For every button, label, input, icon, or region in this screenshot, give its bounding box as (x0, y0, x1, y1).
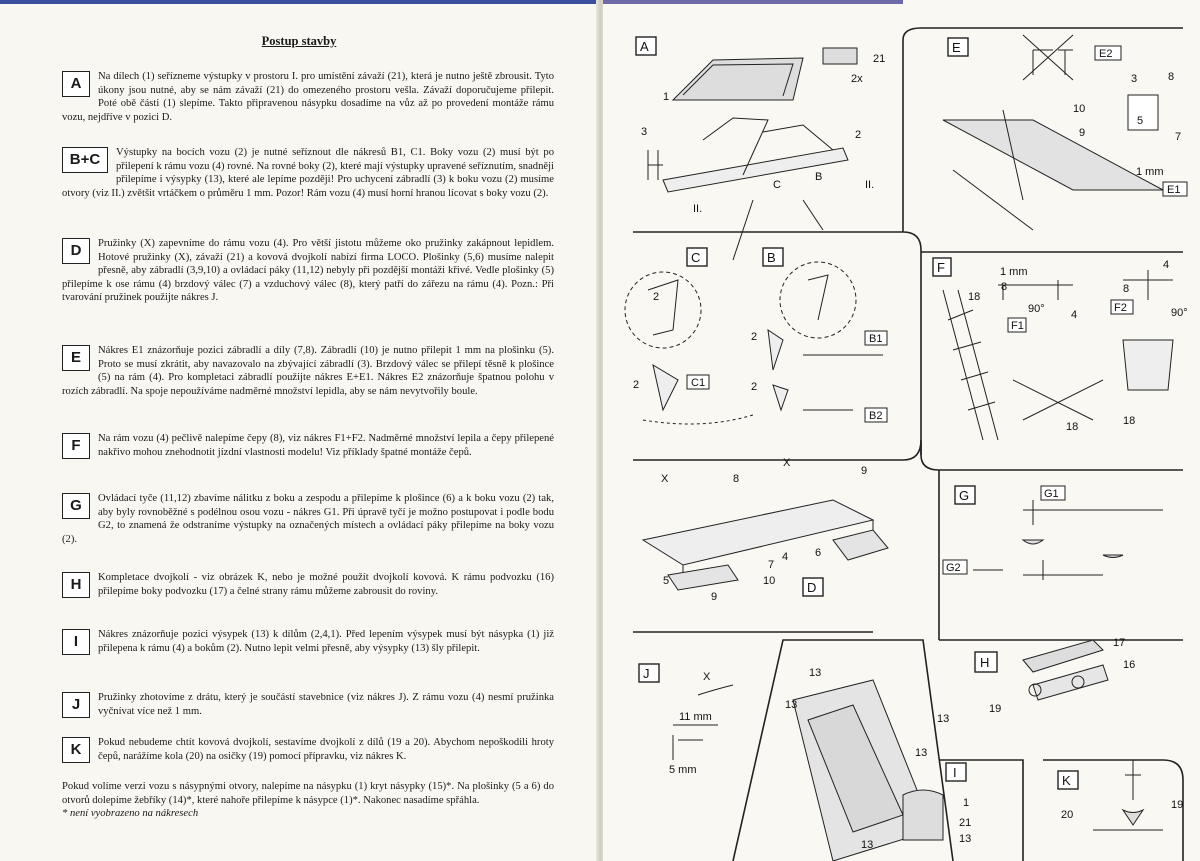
section-label: J (62, 692, 90, 718)
diagram-label: E2 (1099, 48, 1113, 60)
panel-a-drawing (636, 37, 857, 260)
diagram-label: 7 (768, 559, 775, 571)
panel-k-drawing (1058, 760, 1163, 830)
diagram-label: I (953, 765, 957, 780)
diagram-label: 3 (1131, 73, 1138, 85)
diagram-label: 7 (1175, 131, 1182, 143)
section-j (62, 691, 554, 720)
diagram-label: 9 (1079, 127, 1086, 139)
page-title: Postup stavby (261, 34, 337, 48)
diagram-label: 2 (633, 379, 640, 391)
diagram-label: 13 (809, 667, 822, 679)
diagram-label: 13 (937, 713, 950, 725)
diagram-label: 18 (1066, 421, 1079, 433)
diagram-label: 9 (861, 465, 868, 477)
diagram-label: 21 (873, 53, 886, 65)
panel-f-drawing (933, 258, 1173, 440)
diagram-label: C (773, 179, 781, 191)
section-label: F (62, 433, 90, 459)
left-page (0, 0, 598, 861)
diagram-label: B1 (869, 333, 883, 345)
panel-dividers (633, 28, 1183, 861)
panel-h-labels (980, 637, 1135, 715)
diagram-label: 3 (641, 126, 648, 138)
section-text: Na dílech (1) seřízneme výstupky v prostoru I. pro umístění závaží (21), která je nutno ještě zbrousit. Tyto úkony jsou nutné, aby se nám závaží (21) do omezeného prostoru vešla. Závaží doporučujeme přilepit. Poté obě části (1) slepíme. Takto připravenou násypku dosadíme na vůz až po provedení montáže rámu vozu, nejdříve v pozici D. (62, 71, 554, 123)
closing-text: Pokud volíme verzi vozu s násypnými otvory, nalepíme na násypku (1) kryt násypky (15)*. Na plošinky (5 a 6) do otvorů dolepíme žebříky (14)*, které nahoře přilepíme k násypce (1)*. Nakonec nasadíme spřáhla. (62, 781, 554, 806)
diagram-label: K (1062, 773, 1071, 788)
diagram-label: C1 (691, 377, 706, 389)
diagram-label: 8 (1123, 283, 1130, 295)
section-label: K (62, 737, 90, 763)
section-text: Kompletace dvojkolí - viz obrázek K, nebo je možné použít dvojkolí kovová. K rámu podvozku (16) přilepíme boky podvozku (17) a čelné strany rámu můžeme zabrousit do roviny. (98, 572, 554, 597)
diagram-label: 2 (855, 129, 862, 141)
diagram-label: 2 (653, 291, 660, 303)
diagram-label: II. (693, 203, 703, 215)
section-g (62, 492, 554, 546)
section-label: D (62, 238, 90, 264)
diagram-label: 4 (1163, 259, 1170, 271)
diagram-label: C (691, 250, 701, 265)
section-h (62, 571, 554, 600)
diagram-label: F2 (1114, 302, 1127, 314)
diagram-label: 9 (711, 591, 718, 603)
diagram-label: 16 (1123, 659, 1136, 671)
diagram-label: G2 (946, 562, 961, 574)
diagram-label: F1 (1011, 320, 1024, 332)
section-e (62, 344, 554, 398)
section-f (62, 432, 554, 461)
diagram-label: H (980, 655, 990, 670)
closing-note (62, 780, 554, 821)
section-i (62, 628, 554, 657)
section-text: Pokud nebudeme chtít kovová dvojkolí, sestavíme dvojkolí z dílů (19 a 20). Abychom nepoškodili hroty čepů, narážíme kola (20) na osičky (19) pomocí přípravku, viz nákres K. (98, 737, 554, 762)
diagram-label: 90° (1028, 303, 1045, 315)
diagram-label: 13 (785, 699, 798, 711)
diagram-label: E1 (1167, 184, 1181, 196)
section-label: A (62, 71, 90, 97)
diagram-label: B2 (869, 410, 883, 422)
diagram-label: 11 mm (679, 711, 712, 723)
diagram-label: 20 (1061, 809, 1074, 821)
diagram-label: G1 (1044, 488, 1059, 500)
top-color-bar (0, 0, 598, 4)
diagram-label: 8 (1168, 71, 1175, 83)
panel-c-drawing (625, 248, 753, 424)
diagram-label: X (661, 473, 669, 485)
section-a (62, 70, 554, 124)
panel-c-labels (633, 250, 705, 391)
diagram-label: X (703, 671, 711, 683)
diagram-label: 19 (989, 703, 1002, 715)
diagram-label: 18 (968, 291, 981, 303)
panel-k-labels (1061, 773, 1183, 821)
section-label: E (62, 345, 90, 371)
diagram-label: 10 (1073, 103, 1086, 115)
section-text: Pružinky zhotovíme z drátu, který je součástí stavebnice (viz nákres J). Z rámu vozu (4) nesmí pružinka vyčnívat více než 1 mm. (98, 692, 554, 717)
section-label: I (62, 629, 90, 655)
footnote: * není vyobrazeno na nákresech (62, 808, 199, 820)
section-text: Ovládací tyče (11,12) zbavíme nálitku z boku a zespodu a přilepíme k plošince (6) a k boku vozu (2) tak, aby byly rovnoběžné s podélnou osou vozu - nákres G1. Při úpravě tyčí je možno postupovat i podle bodu G2, to znamená že odstraníme výstupky na označených místech a ovládací páky přilepíme na boky vozu (2). (62, 493, 554, 545)
diagram-label: D (807, 580, 817, 595)
section-text: Nákres E1 znázorňuje pozici zábradlí a díly (7,8). Zábradlí (10) je nutno přilepit 1 mm na plošinku (5). Proto se musí zkrátit, aby navazovalo na zbývající zábradlí (3). Brzdový válec se přilepí těsně k plošince (5) na rám (4). Pro kompletaci zábradlí použijte nákres E+E1. Nákres E2 znázorňuje špatnou polohu v rozích zábradlí. Na spoje nepoužíváme nadměrné množství lepidla, aby se nám nevytvořily boule. (62, 345, 554, 397)
diagram-label: 13 (959, 833, 972, 845)
diagram-label: 5 (1137, 115, 1144, 127)
panel-h-drawing (975, 640, 1108, 700)
diagram-label: G (959, 488, 970, 503)
diagram-label: 1 mm (1000, 266, 1028, 278)
section-d (62, 237, 554, 305)
diagram-label: 4 (1071, 309, 1078, 321)
diagram-label: X (783, 457, 791, 469)
diagram-label: 13 (861, 839, 874, 851)
diagram-label: 21 (959, 817, 972, 829)
diagram-label: B (815, 171, 823, 183)
diagram-label: E (952, 40, 961, 55)
diagram-label: 2 (751, 331, 758, 343)
diagram-label: 2 (751, 381, 758, 393)
diagram-label: 1 (663, 91, 670, 103)
diagram-label: J (643, 666, 650, 681)
diagram-label: 5 (663, 575, 670, 587)
section-text: Pružinky (X) zapevníme do rámu vozu (4). Pro větší jistotu můžeme oko pružinky zakápnout lepidlem. Hotové pružinky (X), závaží (21) a kovová dvojkolí nabízí firma LOCO. Plošinky (5,6) musíme nalepit přesně, aby zábradlí (3,9,10) a ovládací páky (11,12) nebyly při pozdější montáži křivé. Vedle plošinky (5) přilepíme k ose rámu (4) brzdový válec (7) a vzduchový válec (8), který patří do zářezu na rámu (4). Pozn.: Při tvarování pružinek použijte nákres J. (62, 238, 554, 304)
panel-e-drawing (943, 35, 1187, 230)
section-bc (62, 146, 554, 200)
diagram-label: 8 (1001, 281, 1008, 293)
section-text: Na rám vozu (4) pečlivě nalepíme čepy (8), viz nákres F1+F2. Nadměrné množství lepila a čepy přilepené nakřivo mohou znehodnotit jízdní vlastnosti modelu! Viz příklady špatné montáže čepů. (98, 433, 554, 458)
diagram-label: 90° (1171, 307, 1188, 319)
diagram-label: 2x (851, 73, 863, 85)
section-label: G (62, 493, 90, 519)
section-text: Výstupky na bocích vozu (2) je nutné seříznout dle nákresů B1, C1. Boky vozu (2) musí být po přilepení k rámu vozu (4) rovné. Na rovné boky (2), které mají výstupky upravené seříznutím, snadněji přilepíme i výsypky (13), které ale lepíme později! Pro uchycení zábradlí (3) k boku vozu (2) musíme otvory (viz II.) zvětšit vrtáčkem o průměru 1 mm. Pozor! Rám vozu (4) musí horní hranou lícovat s boky vozu (2). (62, 147, 554, 199)
section-label: B+C (62, 147, 108, 173)
right-page (603, 0, 1200, 861)
diagram-label: 19 (1171, 799, 1184, 811)
assembly-diagrams (603, 0, 1200, 861)
diagram-label: B (767, 250, 776, 265)
diagram-label: 1 (963, 797, 970, 809)
section-text: Nákres znázorňuje pozici výsypek (13) k dílům (2,4,1). Před lepením výsypek musí být násypka (1) již přilepena k rámu (4) a bokům (2). Nutno lepit velmi přesně, aby výsypky (13) šly přilepit. (98, 629, 554, 654)
diagram-label: 1 mm (1136, 166, 1164, 178)
diagram-label: 4 (782, 551, 789, 563)
diagram-label: 6 (815, 547, 822, 559)
diagram-label: 10 (763, 575, 776, 587)
diagram-label: 13 (915, 747, 928, 759)
section-label: H (62, 572, 90, 598)
diagram-label: II. (865, 179, 875, 191)
diagram-label: F (937, 260, 945, 275)
diagram-label: A (640, 39, 649, 54)
diagram-label: 18 (1123, 415, 1136, 427)
diagram-label: 17 (1113, 637, 1126, 649)
section-k (62, 736, 554, 765)
diagram-label: 5 mm (669, 764, 697, 776)
diagram-label: 8 (733, 473, 740, 485)
panel-g-drawing (943, 486, 1163, 580)
